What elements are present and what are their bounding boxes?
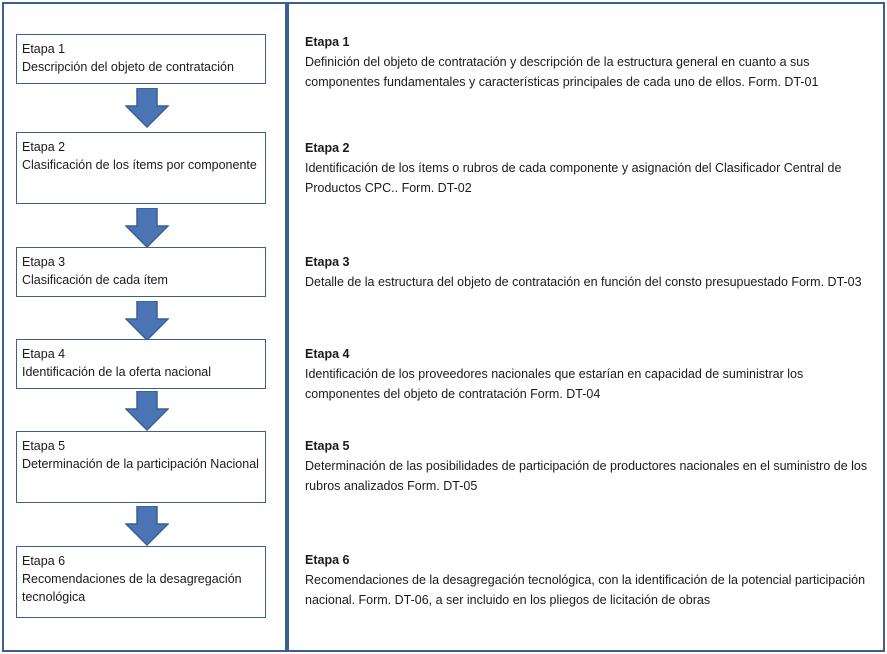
- description-title: Etapa 3: [305, 255, 350, 269]
- description-4: [305, 344, 875, 404]
- step-box-6: [16, 546, 266, 618]
- description-5: [305, 436, 875, 496]
- description-2: [305, 138, 875, 198]
- description-text: Recomendaciones de la desagregación tecnológica, con la identificación de la potencial participación nacional. Form. DT-06, a ser incluido en los pliegos de licitación de obras: [305, 573, 866, 607]
- description-title: Etapa 4: [305, 347, 350, 361]
- step-label: Etapa 2: [22, 140, 66, 154]
- down-arrow-icon: [125, 391, 169, 431]
- description-text: Definición del objeto de contratación y descripción de la estructura general en cuanto a sus componentes fundamentales y características principales de cada uno de ellos. Form. DT-01: [305, 55, 819, 89]
- description-title: Etapa 1: [305, 35, 350, 49]
- step-text: Clasificación de los ítems por componente: [22, 158, 257, 172]
- step-box-3: [16, 247, 266, 297]
- step-label: Etapa 5: [22, 439, 66, 453]
- description-text: Identificación de los proveedores nacionales que estarían en capacidad de suministrar los componentes del objeto de contratación Form. DT-04: [305, 367, 804, 401]
- description-text: Detalle de la estructura del objeto de contratación en función del consto presupuestado Form. DT-03: [305, 275, 862, 289]
- down-arrow-icon: [125, 88, 169, 128]
- step-text: Clasificación de cada ítem: [22, 273, 168, 287]
- down-arrow-icon: [125, 506, 169, 546]
- step-box-1: [16, 34, 266, 84]
- down-arrow-icon: [125, 301, 169, 341]
- step-box-2: [16, 132, 266, 204]
- description-3: [305, 252, 875, 292]
- step-box-5: [16, 431, 266, 503]
- step-label: Etapa 3: [22, 255, 66, 269]
- description-text: Determinación de las posibilidades de participación de productores nacionales en el suministro de los rubros analizados Form. DT-05: [305, 459, 868, 493]
- description-title: Etapa 2: [305, 141, 350, 155]
- description-title: Etapa 5: [305, 439, 350, 453]
- step-text: Recomendaciones de la desagregación tecnológica: [22, 572, 242, 604]
- description-1: [305, 32, 875, 92]
- description-text: Identificación de los ítems o rubros de cada componente y asignación del Clasificador Central de Productos CPC.. Form. DT-02: [305, 161, 842, 195]
- step-label: Etapa 6: [22, 554, 66, 568]
- step-text: Identificación de la oferta nacional: [22, 365, 212, 379]
- description-title: Etapa 6: [305, 553, 350, 567]
- steps-panel: [2, 2, 287, 652]
- step-label: Etapa 4: [22, 347, 66, 361]
- step-text: Descripción del objeto de contratación: [22, 60, 234, 74]
- down-arrow-icon: [125, 208, 169, 248]
- description-6: [305, 550, 875, 610]
- step-label: Etapa 1: [22, 42, 66, 56]
- step-box-4: [16, 339, 266, 389]
- step-text: Determinación de la participación Nacional: [22, 457, 259, 471]
- descriptions-panel: [287, 2, 885, 652]
